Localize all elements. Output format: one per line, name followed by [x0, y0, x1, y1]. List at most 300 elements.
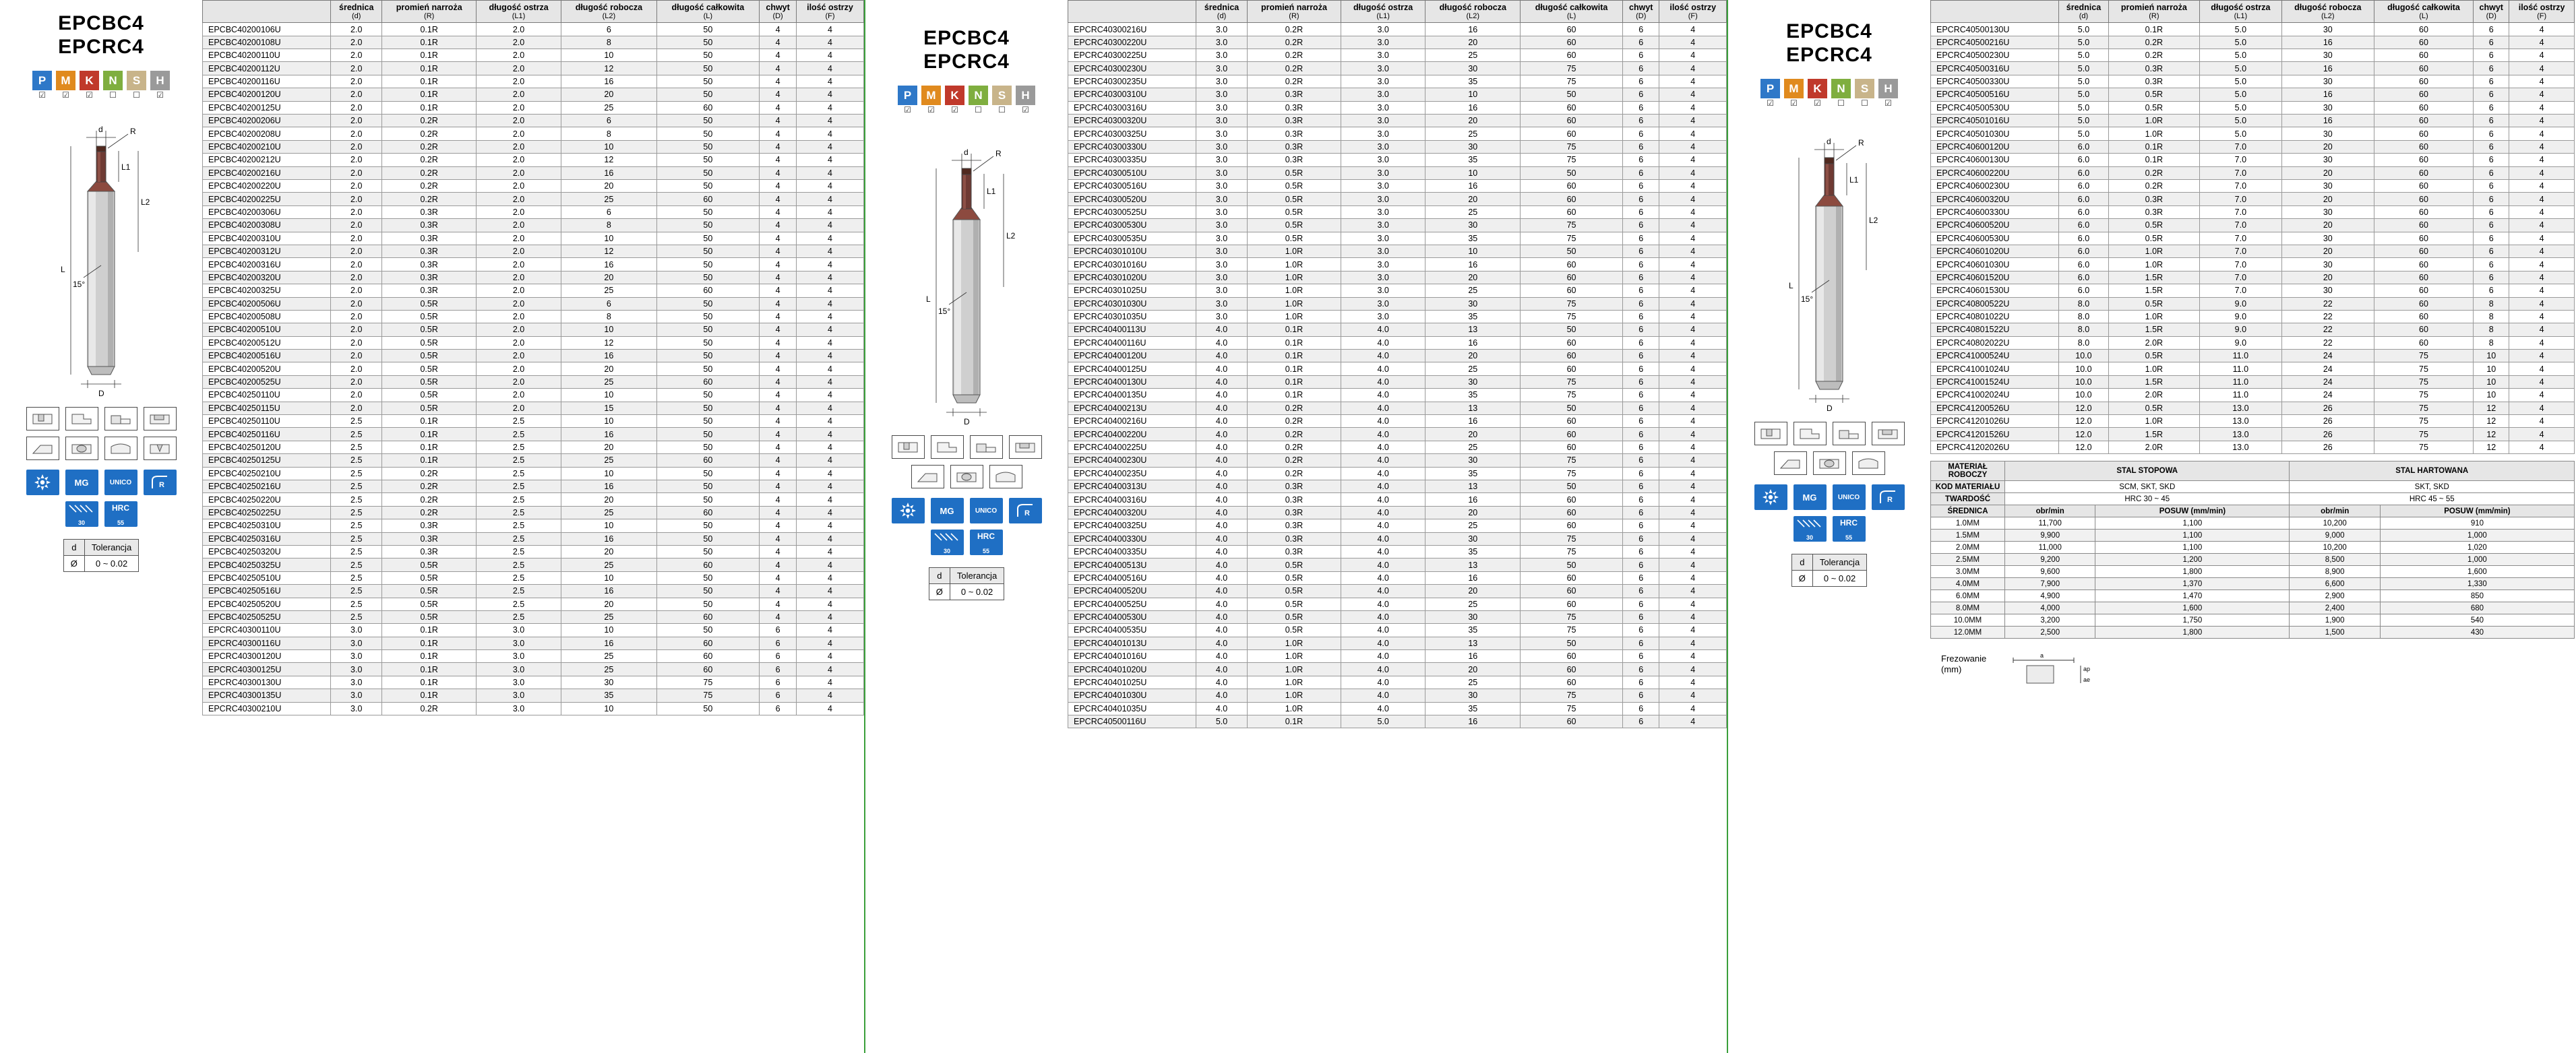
table-row[interactable] — [1068, 36, 1727, 49]
cell-value-1: 3.0 — [1196, 127, 1248, 140]
table-row[interactable] — [1068, 193, 1727, 205]
cell-value-5: 50 — [656, 402, 760, 414]
table-row[interactable] — [1931, 166, 2575, 179]
coolant-icon-3[interactable] — [1754, 484, 1787, 510]
flute30-icon-2[interactable] — [931, 530, 964, 555]
table-row[interactable] — [1068, 467, 1727, 480]
table-row[interactable] — [203, 166, 864, 179]
table-row[interactable] — [1931, 362, 2575, 375]
table-row[interactable] — [1931, 441, 2575, 453]
speeds-value-2: 1,100 — [2095, 517, 2290, 530]
tolerance-symbol-3: Ø — [1791, 571, 1812, 587]
cell-product-code: EPCRC41001524U — [1931, 375, 2059, 388]
table-row[interactable] — [203, 36, 864, 49]
table-row[interactable] — [1068, 493, 1727, 506]
cell-value-4: 30 — [2281, 101, 2374, 114]
table-row[interactable] — [1068, 480, 1727, 492]
table-row[interactable] — [1931, 23, 2575, 36]
table-row[interactable] — [1931, 36, 2575, 49]
table-row[interactable] — [203, 610, 864, 623]
cell-value-2: 0.5R — [1248, 585, 1341, 598]
cell-value-6: 12 — [2474, 428, 2509, 441]
material-check-h[interactable]: ☑ — [156, 90, 164, 100]
cell-value-4: 16 — [1425, 180, 1521, 193]
table-row[interactable] — [203, 454, 864, 467]
material-check-n-2[interactable]: ☐ — [975, 105, 982, 115]
material-check-k[interactable]: ☑ — [86, 90, 93, 100]
cell-value-5: 75 — [1521, 75, 1623, 88]
flute30-icon-3[interactable] — [1793, 516, 1827, 542]
cell-product-code: EPCBC40250120U — [203, 441, 331, 453]
coating-icon-grid-2 — [888, 498, 1045, 555]
cell-product-code: EPCBC40250110U — [203, 415, 331, 428]
cell-product-code: EPCRC40301016U — [1068, 258, 1196, 271]
cell-value-2: 0.1R — [1248, 350, 1341, 362]
table-row[interactable] — [1068, 610, 1727, 623]
cell-value-7: 4 — [1659, 493, 1727, 506]
tolerance-value: 0 ~ 0.02 — [84, 556, 138, 572]
table-row[interactable] — [1931, 310, 2575, 323]
cell-value-3: 3.0 — [1341, 219, 1425, 232]
cell-value-3: 7.0 — [2199, 154, 2281, 166]
cell-value-4: 30 — [2281, 284, 2374, 297]
table-row[interactable] — [203, 506, 864, 519]
table-row[interactable] — [203, 689, 864, 702]
table-row[interactable] — [203, 702, 864, 715]
coolant-icon-2[interactable] — [892, 498, 925, 523]
table-row[interactable] — [203, 297, 864, 310]
cell-value-4: 35 — [561, 689, 656, 702]
table-row[interactable] — [1068, 571, 1727, 584]
table-row[interactable] — [203, 115, 864, 127]
table-row[interactable] — [1068, 585, 1727, 598]
mg-coating-icon-3[interactable] — [1793, 484, 1827, 510]
table-row[interactable] — [1068, 402, 1727, 414]
cell-value-3: 2.0 — [476, 362, 561, 375]
table-row[interactable] — [1068, 180, 1727, 193]
table-row[interactable] — [203, 284, 864, 297]
table-row[interactable] — [203, 258, 864, 271]
cell-value-7: 4 — [1659, 389, 1727, 402]
table-row[interactable] — [1068, 115, 1727, 127]
material-check-h-2[interactable]: ☑ — [1022, 105, 1029, 115]
table-row[interactable] — [203, 154, 864, 166]
table-row[interactable] — [203, 23, 864, 36]
cell-value-6: 6 — [2474, 232, 2509, 245]
speeds-diameter: 3.0MM — [1931, 566, 2005, 578]
cell-product-code: EPCRC40300325U — [1068, 127, 1196, 140]
column-header-5: długość całkowita (L) — [1521, 1, 1623, 23]
cell-value-2: 0.3R — [1248, 101, 1341, 114]
speeds-value-1: 9,900 — [2005, 530, 2095, 542]
table-row[interactable] — [1068, 689, 1727, 702]
cell-value-2: 0.5R — [1248, 559, 1341, 571]
cell-value-4: 24 — [2281, 362, 2374, 375]
table-row[interactable] — [1068, 88, 1727, 101]
table-row[interactable] — [1068, 310, 1727, 323]
table-row[interactable] — [1068, 415, 1727, 428]
material-check-k-3[interactable]: ☑ — [1814, 98, 1821, 108]
cell-value-7: 4 — [2509, 245, 2575, 257]
cell-value-2: 0.1R — [382, 624, 476, 637]
table-row[interactable] — [1931, 297, 2575, 310]
table-row[interactable] — [1068, 350, 1727, 362]
table-row[interactable] — [1068, 559, 1727, 571]
cell-value-3: 3.0 — [1341, 62, 1425, 75]
cell-value-6: 6 — [2474, 23, 2509, 36]
table-row[interactable] — [1068, 271, 1727, 284]
table-row[interactable] — [1068, 245, 1727, 257]
cell-value-4: 10 — [561, 467, 656, 480]
cell-product-code: EPCBC40250316U — [203, 532, 331, 545]
table-row[interactable] — [203, 323, 864, 336]
table-row[interactable] — [203, 375, 864, 388]
table-row[interactable] — [203, 519, 864, 532]
table-row[interactable] — [1068, 75, 1727, 88]
cell-value-1: 3.0 — [1196, 310, 1248, 323]
table-row[interactable] — [1068, 441, 1727, 453]
table-row[interactable] — [1931, 284, 2575, 297]
table-row[interactable] — [1931, 205, 2575, 218]
cell-value-5: 50 — [656, 545, 760, 558]
table-row[interactable] — [203, 219, 864, 232]
unico-coating-icon-3[interactable] — [1833, 484, 1866, 510]
table-row[interactable] — [1931, 101, 2575, 114]
table-row[interactable] — [1931, 323, 2575, 336]
cell-value-5: 50 — [656, 127, 760, 140]
table-row[interactable] — [1931, 49, 2575, 62]
table-row[interactable] — [203, 402, 864, 414]
cell-value-2: 0.1R — [2108, 140, 2199, 153]
cell-value-3: 2.5 — [476, 519, 561, 532]
flute30-icon[interactable] — [65, 501, 98, 527]
cell-value-3: 3.0 — [1341, 310, 1425, 323]
table-row[interactable] — [1068, 676, 1727, 689]
table-row[interactable] — [1931, 350, 2575, 362]
table-row[interactable] — [1931, 402, 2575, 414]
table-row[interactable] — [203, 428, 864, 441]
cell-value-6: 4 — [760, 49, 797, 62]
cell-value-3: 2.5 — [476, 571, 561, 584]
table-row[interactable] — [203, 598, 864, 610]
table-row[interactable] — [203, 205, 864, 218]
cell-value-4: 6 — [561, 115, 656, 127]
material-check-p-2[interactable]: ☑ — [904, 105, 911, 115]
material-check-s[interactable]: ☐ — [133, 90, 140, 100]
cell-value-1: 2.0 — [331, 271, 382, 284]
cell-value-4: 16 — [561, 350, 656, 362]
cell-value-2: 0.1R — [382, 23, 476, 36]
cell-value-4: 20 — [1425, 115, 1521, 127]
cell-value-3: 7.0 — [2199, 166, 2281, 179]
table-row[interactable] — [203, 75, 864, 88]
cell-value-1: 3.0 — [1196, 62, 1248, 75]
cell-value-7: 4 — [796, 180, 863, 193]
radius-icon-3[interactable] — [1872, 484, 1905, 510]
cell-value-6: 6 — [760, 650, 797, 663]
cell-product-code: EPCBC40250516U — [203, 585, 331, 598]
table-row[interactable] — [1931, 75, 2575, 88]
cell-product-code: EPCBC40250520U — [203, 598, 331, 610]
cell-value-7: 4 — [1659, 480, 1727, 492]
table-row[interactable] — [203, 336, 864, 349]
table-row[interactable] — [203, 585, 864, 598]
cell-value-4: 16 — [2281, 115, 2374, 127]
speeds-value-3: 6,600 — [2290, 578, 2380, 590]
table-row[interactable] — [1931, 193, 2575, 205]
material-check-m-2[interactable]: ☑ — [927, 105, 935, 115]
table-row[interactable] — [1068, 650, 1727, 663]
table-row[interactable] — [1068, 154, 1727, 166]
cell-product-code: EPCRC40500516U — [1931, 88, 2059, 101]
table-row[interactable] — [1068, 519, 1727, 532]
mg-coating-icon-2[interactable] — [931, 498, 964, 523]
cell-value-5: 60 — [2374, 297, 2474, 310]
unico-coating-label-2: UNICO — [975, 507, 998, 515]
material-n — [103, 71, 123, 100]
table-row[interactable] — [1068, 702, 1727, 715]
table-row[interactable] — [203, 624, 864, 637]
table-row[interactable] — [1931, 115, 2575, 127]
material-check-s-3[interactable]: ☐ — [1861, 98, 1868, 108]
table-row[interactable] — [1068, 362, 1727, 375]
table-row[interactable] — [1931, 258, 2575, 271]
cell-product-code: EPCRC41202026U — [1931, 441, 2059, 453]
table-row[interactable] — [203, 532, 864, 545]
table-row[interactable] — [1068, 545, 1727, 558]
cell-value-4: 25 — [1425, 49, 1521, 62]
hrc55-icon[interactable] — [104, 501, 137, 527]
table-row[interactable] — [203, 559, 864, 571]
cell-value-4: 16 — [561, 480, 656, 492]
material-badge-n-3: N — [1831, 79, 1851, 98]
table-row[interactable] — [1931, 389, 2575, 402]
column-header-0 — [203, 1, 331, 23]
cell-value-2: 1.5R — [2108, 284, 2199, 297]
table-row[interactable] — [1068, 140, 1727, 153]
cell-value-2: 0.2R — [382, 127, 476, 140]
cell-value-4: 16 — [2281, 62, 2374, 75]
table-row[interactable] — [203, 493, 864, 506]
table-row[interactable] — [203, 676, 864, 689]
table-row[interactable] — [203, 310, 864, 323]
radius-icon[interactable] — [144, 470, 177, 495]
svg-text:R: R — [159, 481, 164, 489]
table-row[interactable] — [1068, 232, 1727, 245]
radius-icon-2[interactable] — [1009, 498, 1042, 523]
table-row[interactable] — [1068, 375, 1727, 388]
table-row[interactable] — [1068, 454, 1727, 467]
table-row[interactable] — [1931, 245, 2575, 257]
table-row[interactable] — [1931, 127, 2575, 140]
table-row[interactable] — [1931, 62, 2575, 75]
cell-value-5: 75 — [2374, 402, 2474, 414]
cell-product-code: EPCBC40200125U — [203, 101, 331, 114]
table-row[interactable] — [203, 650, 864, 663]
table-row[interactable] — [1068, 205, 1727, 218]
table-row[interactable] — [1931, 88, 2575, 101]
cell-value-4: 30 — [1425, 375, 1521, 388]
cell-value-5: 60 — [1521, 676, 1623, 689]
table-row[interactable] — [1068, 297, 1727, 310]
hrc55-icon-3[interactable] — [1833, 516, 1866, 542]
table-row[interactable] — [203, 101, 864, 114]
flute30-label-2: 30 — [943, 548, 950, 554]
cell-value-1: 3.0 — [1196, 166, 1248, 179]
cell-value-2: 0.1R — [382, 62, 476, 75]
cell-value-6: 6 — [1622, 389, 1659, 402]
table-row[interactable] — [1068, 389, 1727, 402]
table-row[interactable] — [1931, 271, 2575, 284]
cell-value-2: 1.0R — [1248, 702, 1341, 715]
table-row[interactable] — [203, 362, 864, 375]
cell-product-code: EPCRC40400120U — [1068, 350, 1196, 362]
cell-value-1: 3.0 — [1196, 205, 1248, 218]
material-check-h-3[interactable]: ☑ — [1884, 98, 1892, 108]
cell-value-6: 6 — [1622, 115, 1659, 127]
mg-coating-icon[interactable] — [65, 470, 98, 495]
cell-value-4: 20 — [561, 441, 656, 453]
cell-value-4: 8 — [561, 219, 656, 232]
svg-text:D: D — [98, 389, 104, 398]
table-row[interactable] — [1068, 532, 1727, 545]
material-check-k-2[interactable]: ☑ — [951, 105, 958, 115]
material-check-s-2[interactable]: ☐ — [998, 105, 1006, 115]
table-row[interactable] — [1931, 415, 2575, 428]
table-row[interactable] — [203, 88, 864, 101]
cell-value-2: 0.1R — [1248, 323, 1341, 336]
table-row[interactable] — [1068, 127, 1727, 140]
table-row[interactable] — [203, 271, 864, 284]
cell-product-code: EPCRC40300520U — [1068, 193, 1196, 205]
cell-value-4: 16 — [1425, 336, 1521, 349]
table-row[interactable] — [1068, 598, 1727, 610]
cell-value-6: 4 — [760, 36, 797, 49]
cell-value-2: 0.3R — [2108, 205, 2199, 218]
cell-value-7: 4 — [1659, 428, 1727, 441]
table-row[interactable] — [203, 389, 864, 402]
cell-value-3: 3.0 — [1341, 154, 1425, 166]
table-row[interactable] — [1068, 428, 1727, 441]
cell-value-2: 0.5R — [382, 559, 476, 571]
cell-value-7: 4 — [1659, 205, 1727, 218]
cell-value-3: 4.0 — [1341, 559, 1425, 571]
table-row[interactable] — [1931, 219, 2575, 232]
cell-value-7: 4 — [796, 140, 863, 153]
table-row[interactable] — [203, 441, 864, 453]
table-row[interactable] — [203, 663, 864, 676]
table-row[interactable] — [1068, 101, 1727, 114]
table-row[interactable] — [1068, 23, 1727, 36]
table-row[interactable] — [1068, 336, 1727, 349]
material-check-n-3[interactable]: ☐ — [1837, 98, 1845, 108]
coolant-icon[interactable] — [26, 470, 59, 495]
table-row[interactable] — [203, 637, 864, 649]
table-row[interactable] — [203, 467, 864, 480]
table-row[interactable] — [1068, 637, 1727, 649]
cell-value-1: 4.0 — [1196, 663, 1248, 676]
cell-product-code: EPCRC40400135U — [1068, 389, 1196, 402]
cell-value-6: 6 — [1622, 402, 1659, 414]
table-row[interactable] — [1931, 140, 2575, 153]
unico-coating-label: UNICO — [109, 478, 132, 486]
material-check-m[interactable]: ☑ — [62, 90, 69, 100]
cell-value-3: 3.0 — [1341, 140, 1425, 153]
material-k-2 — [945, 86, 964, 115]
hrc55-icon-2[interactable] — [970, 530, 1003, 555]
table-row[interactable] — [203, 350, 864, 362]
table-row[interactable] — [203, 127, 864, 140]
cell-value-5: 60 — [656, 193, 760, 205]
table-row[interactable] — [1068, 715, 1727, 728]
cell-value-5: 60 — [1521, 193, 1623, 205]
cell-value-5: 75 — [2374, 389, 2474, 402]
table-row[interactable] — [1068, 62, 1727, 75]
table-row[interactable] — [1931, 232, 2575, 245]
speeds-row — [1931, 542, 2575, 554]
table-row[interactable] — [1931, 180, 2575, 193]
table-row[interactable] — [203, 232, 864, 245]
table-row[interactable] — [1068, 663, 1727, 676]
cell-value-4: 10 — [561, 415, 656, 428]
table-row[interactable] — [203, 49, 864, 62]
table-row[interactable] — [1931, 336, 2575, 349]
material-check-p-3[interactable]: ☑ — [1767, 98, 1774, 108]
table-row[interactable] — [1931, 375, 2575, 388]
table-row[interactable] — [1068, 166, 1727, 179]
table-row[interactable] — [1068, 219, 1727, 232]
cell-value-6: 6 — [1622, 75, 1659, 88]
cell-value-2: 1.0R — [2108, 258, 2199, 271]
table-row[interactable] — [1068, 284, 1727, 297]
table-row[interactable] — [203, 545, 864, 558]
cell-value-7: 4 — [1659, 166, 1727, 179]
table-row[interactable] — [203, 140, 864, 153]
table-row[interactable] — [203, 245, 864, 257]
table-row[interactable] — [203, 193, 864, 205]
unico-coating-icon-2[interactable] — [970, 498, 1003, 523]
cell-value-2: 0.2R — [1248, 75, 1341, 88]
speeds-value-3: 8,900 — [2290, 566, 2380, 578]
table-row[interactable] — [1068, 323, 1727, 336]
cell-value-6: 4 — [760, 441, 797, 453]
cell-value-6: 6 — [2474, 193, 2509, 205]
table-row[interactable] — [1068, 624, 1727, 637]
cell-value-7: 4 — [796, 454, 863, 467]
cell-value-7: 4 — [1659, 663, 1727, 676]
cell-value-1: 4.0 — [1196, 519, 1248, 532]
material-check-p[interactable]: ☑ — [38, 90, 46, 100]
cell-value-1: 3.0 — [1196, 88, 1248, 101]
cell-value-1: 2.0 — [331, 219, 382, 232]
table-row[interactable] — [203, 415, 864, 428]
unico-coating-icon[interactable] — [104, 470, 137, 495]
material-check-n[interactable]: ☐ — [109, 90, 117, 100]
table-row[interactable] — [1068, 506, 1727, 519]
table-row[interactable] — [203, 62, 864, 75]
material-check-m-3[interactable]: ☑ — [1790, 98, 1798, 108]
table-row[interactable] — [203, 571, 864, 584]
table-row[interactable] — [203, 180, 864, 193]
table-row[interactable] — [203, 480, 864, 492]
table-row[interactable] — [1068, 258, 1727, 271]
cell-value-2: 0.5R — [1248, 180, 1341, 193]
cell-value-4: 30 — [2281, 127, 2374, 140]
table-row[interactable] — [1068, 49, 1727, 62]
speeds-table-body — [1931, 517, 2575, 639]
table-row[interactable] — [1931, 428, 2575, 441]
table-row[interactable] — [1931, 154, 2575, 166]
